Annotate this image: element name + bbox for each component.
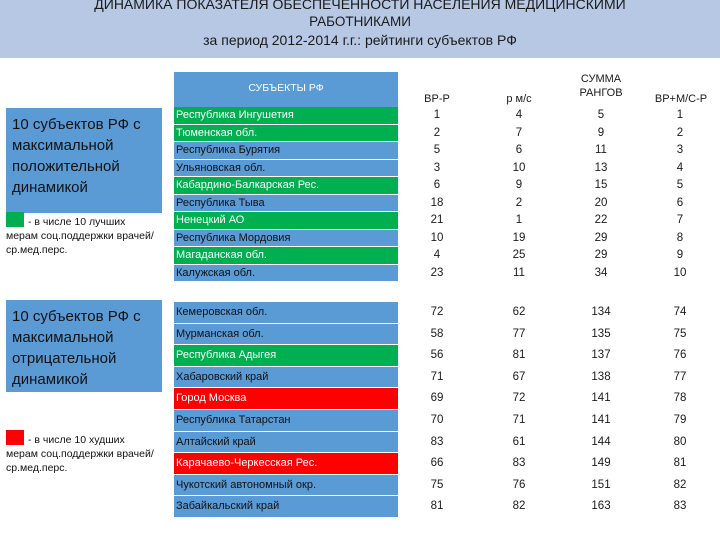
value-bottom-3-col4: 76 — [673, 349, 687, 362]
value-top-2-col3: 9 — [597, 126, 605, 139]
value-bottom-3-col1: 56 — [430, 349, 444, 362]
value-bottom-8-col3: 149 — [591, 457, 611, 470]
value-top-5-col4: 5 — [676, 179, 684, 191]
value-bottom-2-col2: 77 — [512, 327, 526, 340]
region-bottom-8: Карачаево-Черкесская Рес. — [174, 453, 398, 474]
value-bottom-5-col1: 69 — [430, 392, 444, 405]
value-top-7-col2: 1 — [515, 214, 523, 226]
value-top-9-col4: 9 — [676, 249, 684, 261]
value-top-3-col3: 11 — [595, 144, 607, 156]
value-bottom-4-col1: 71 — [430, 370, 444, 383]
value-top-5-col3: 15 — [594, 179, 608, 191]
value-bottom-9-col4: 82 — [673, 478, 687, 491]
value-top-6-col4: 6 — [676, 196, 684, 209]
region-top-4: Ульяновская обл. — [174, 160, 398, 177]
value-bottom-5-col2: 72 — [512, 392, 526, 405]
region-bottom-2: Мурманская обл. — [174, 324, 398, 345]
value-top-2-col2: 7 — [515, 126, 523, 139]
value-top-7-col1: 21 — [430, 214, 444, 226]
value-bottom-1-col1: 72 — [430, 306, 444, 318]
value-bottom-7-col4: 80 — [673, 435, 687, 448]
value-bottom-9-col2: 76 — [512, 478, 526, 491]
region-bottom-10: Забайкальский край — [174, 496, 398, 517]
region-top-1: Республика Ингушетия — [174, 107, 398, 124]
negative-dynamics-box: 10 субъектов РФ с максимальной отрицательной динамикой — [6, 300, 162, 392]
value-top-6-col1: 18 — [430, 196, 444, 209]
value-top-4-col4: 4 — [676, 161, 684, 174]
value-bottom-2-col3: 135 — [591, 327, 611, 340]
value-bottom-4-col3: 138 — [591, 370, 611, 383]
value-top-1-col1: 1 — [433, 109, 441, 121]
value-bottom-8-col1: 66 — [430, 457, 444, 470]
col-header-r-ms: р м/с — [506, 93, 532, 105]
value-bottom-3-col2: 81 — [512, 349, 526, 362]
value-top-2-col1: 2 — [433, 126, 441, 139]
value-top-3-col2: 6 — [515, 144, 523, 156]
value-bottom-4-col2: 67 — [512, 370, 526, 383]
value-bottom-6-col2: 71 — [512, 414, 526, 426]
value-bottom-10-col3: 163 — [591, 500, 611, 513]
value-top-6-col2: 2 — [515, 196, 523, 209]
value-bottom-6-col3: 141 — [591, 414, 611, 426]
value-bottom-10-col1: 81 — [430, 500, 444, 513]
value-top-10-col1: 23 — [430, 266, 444, 279]
value-top-7-col3: 22 — [594, 214, 608, 226]
value-top-4-col3: 13 — [594, 161, 608, 174]
value-top-10-col3: 34 — [594, 266, 608, 279]
value-bottom-1-col2: 62 — [512, 306, 526, 318]
value-top-8-col3: 29 — [594, 231, 608, 244]
value-bottom-7-col1: 83 — [430, 435, 444, 448]
green-swatch — [6, 212, 24, 227]
value-bottom-3-col3: 137 — [591, 349, 611, 362]
value-bottom-5-col3: 141 — [591, 392, 611, 405]
value-top-1-col3: 5 — [597, 109, 605, 121]
region-bottom-1: Кемеровская обл. — [174, 302, 398, 323]
region-top-10: Калужская обл. — [174, 265, 398, 282]
value-bottom-10-col2: 82 — [512, 500, 526, 513]
value-top-8-col4: 8 — [676, 231, 684, 244]
col-header-rank-sum: СУММА РАНГОВ — [579, 73, 623, 99]
value-bottom-4-col4: 77 — [673, 370, 687, 383]
value-top-2-col4: 2 — [676, 126, 684, 139]
value-top-3-col4: 3 — [676, 144, 684, 156]
region-top-6: Республика Тыва — [174, 195, 398, 212]
positive-legend: - в числе 10 лучших мерам соц.поддержки врачей/ср.мед.перс. — [6, 212, 156, 257]
region-bottom-9: Чукотский автономный окр. — [174, 475, 398, 496]
region-top-8: Республика Мордовия — [174, 230, 398, 247]
region-bottom-5: Город Москва — [174, 388, 398, 409]
value-bottom-9-col1: 75 — [430, 478, 444, 491]
value-bottom-6-col4: 79 — [673, 414, 687, 426]
value-bottom-10-col4: 83 — [673, 500, 687, 513]
region-top-9: Магаданская обл. — [174, 247, 398, 264]
value-top-4-col1: 3 — [433, 161, 441, 174]
value-top-1-col4: 1 — [676, 109, 684, 121]
value-top-9-col1: 4 — [433, 249, 441, 261]
value-top-8-col2: 19 — [512, 231, 526, 244]
value-top-3-col1: 5 — [433, 144, 441, 156]
value-top-1-col2: 4 — [515, 109, 523, 121]
value-bottom-5-col4: 78 — [673, 392, 687, 405]
region-bottom-7: Алтайский край — [174, 432, 398, 453]
title-line-1: ДИНАМИКА ПОКАЗАТЕЛЯ ОБЕСПЕЧЕННОСТИ НАСЕЛЕНИЯ МЕДИЦИНСКИМИ — [94, 0, 626, 12]
value-top-7-col4: 7 — [676, 214, 684, 226]
col-header-vr-r: ВР-Р — [424, 93, 450, 105]
slide-title — [0, 0, 720, 58]
value-top-5-col2: 9 — [515, 179, 523, 191]
region-bottom-4: Хабаровский край — [174, 367, 398, 388]
region-top-2: Тюменская обл. — [174, 125, 398, 142]
value-bottom-1-col3: 134 — [591, 306, 611, 318]
col-header-vr-ms-r: ВР+М/С-Р — [654, 93, 708, 105]
value-top-8-col1: 10 — [430, 231, 444, 244]
title-line-2: РАБОТНИКАМИ — [309, 14, 411, 29]
value-bottom-9-col3: 151 — [591, 478, 611, 491]
value-top-10-col4: 10 — [673, 266, 687, 279]
subjects-header: СУБЪЕКТЫ РФ — [174, 72, 398, 108]
red-swatch — [6, 430, 24, 445]
value-bottom-1-col4: 74 — [673, 306, 687, 318]
value-bottom-8-col2: 83 — [512, 457, 526, 470]
region-bottom-6: Республика Татарстан — [174, 410, 398, 431]
value-top-4-col2: 10 — [512, 161, 526, 174]
value-bottom-6-col1: 70 — [430, 414, 444, 426]
value-top-9-col3: 29 — [594, 249, 608, 261]
value-top-10-col2: 11 — [513, 266, 525, 279]
positive-dynamics-box: 10 субъектов РФ с максимальной положительной динамикой — [6, 108, 162, 213]
value-bottom-7-col3: 144 — [591, 435, 611, 448]
region-top-5: Кабардино-Балкарская Рес. — [174, 177, 398, 194]
value-bottom-7-col2: 61 — [512, 435, 526, 448]
value-bottom-2-col1: 58 — [430, 327, 444, 340]
negative-legend: - в числе 10 худших мерам соц.поддержки врачей/ср.мед.перс. — [6, 430, 156, 475]
value-top-9-col2: 25 — [512, 249, 526, 261]
region-top-7: Ненецкий АО — [174, 212, 398, 229]
value-bottom-8-col4: 81 — [673, 457, 687, 470]
title-line-3: за период 2012-2014 г.г.: рейтинги субъектов РФ — [203, 32, 517, 48]
value-bottom-2-col4: 75 — [673, 327, 687, 340]
value-top-5-col1: 6 — [433, 179, 441, 191]
region-top-3: Республика Бурятия — [174, 142, 398, 159]
region-bottom-3: Республика Адыгея — [174, 345, 398, 366]
value-top-6-col3: 20 — [594, 196, 608, 209]
